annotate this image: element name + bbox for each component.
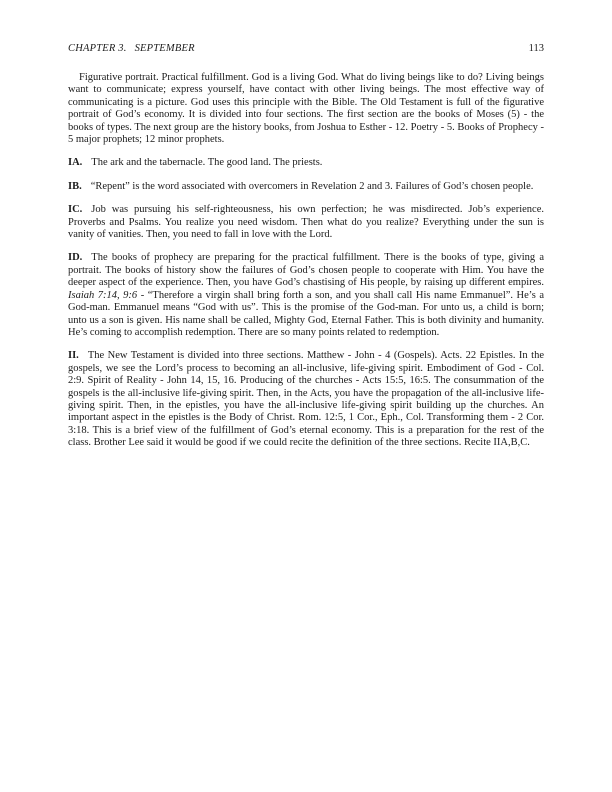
chapter-title: SEPTEMBER	[134, 43, 195, 54]
section-ic-label: IC.	[68, 204, 83, 216]
section-ia-label: IA.	[68, 157, 83, 169]
section-id-label: ID.	[68, 252, 83, 264]
section-id	[68, 252, 544, 339]
section-ib-text: “Repent” is the word associated with overcomers in Revelation 2 and 3. Failures of God’s chosen people.	[90, 180, 534, 192]
section-ic-text: Job was pursuing his self-righteousness, his own perfection; he was misdirected. Job’s experience. Proverbs and Psalms. You realize you need wisdom. Then what do you realize? Everything under the sun is vanity of vanities. Then, you need to fall in love with the Lord.	[68, 204, 544, 241]
section-ib	[68, 181, 544, 193]
intro-paragraph-text: Figurative portrait. Practical fulfillment. God is a living God. What do living beings like to do? Living beings want to communicate; express yourself, have contact with other living beings. The most effective way of communicating is a picture. God uses this principle with the Bible. The Old Testament is full of the figurative portrait of God’s economy. It is divided into four sections. The first section are the books of Moses (5) - the books of types. The next group are the history books, from Joshua to Esther - 12. Poetry - 5. Books of Prophecy - 5 major prophets; 12 minor prophets.	[68, 72, 544, 146]
page-number: 113	[528, 43, 544, 54]
scripture-citation: Isaiah 7:14, 9:6	[68, 289, 138, 301]
section-ii-text: The New Testament is divided into three sections. Matthew - John - 4 (Gospels). Acts. 22 Epistles. In the gospels, we see the Lord’s process to becoming an all-inclusive, life-giving spirit. Embodiment of God - Col. 2:9. Spirit of Reality - John 14, 15, 16. Producing of the churches - Acts 15:5, 16:5. The consummation of the gospels is the all-inclusive life-giving spirit. Then, in the Acts, you have the propagation of the all-inclusive life-giving spirit. Then, in the epistles, you have the all-inclusive life-giving spirit building up the churches. An important aspect in the epistles is the Body of Christ. Rom. 12:5, 1 Cor., Eph., Col. Transforming them - 2 Cor. 3:18. This is a brief view of the fulfillment of God’s eternal economy. This is a preparation for the rest of the class. Brother Lee said it would be good if we could recite the definition of the three sections. Recite IIA,B,C.	[68, 350, 544, 449]
section-id-text-before: The books of prophecy are preparing for the practical fulfillment. There is the books of type, giving a portrait. The books of history show the failures of God’s chosen people to cooperate with Him. You have the deeper aspect of the experience. Then, you have God’s chastising of His people, by raising up different empires.	[68, 252, 544, 289]
section-ic	[68, 204, 544, 241]
section-ia	[68, 157, 544, 169]
section-ii	[68, 350, 544, 449]
section-ia-text: The ark and the tabernacle. The good land. The priests.	[91, 157, 323, 169]
page-header	[68, 42, 544, 55]
body-text	[68, 72, 544, 450]
section-id-text-after: - “Therefore a virgin shall bring forth a son, and you shall call His name Emmanuel”. He’s a God-man. Emmanuel means “God with us”. This is the promise of the God-man. For unto us, a child is born; unto us a son is given. His name shall be called, Mighty God, Eternal Father. This is both divinity and humanity. He’s coming to accomplish redemption. There are so many points related to redemption.	[68, 289, 544, 338]
text-block	[68, 42, 544, 461]
chapter-label: CHAPTER 3.	[68, 43, 127, 54]
section-ii-label: II.	[68, 350, 79, 362]
running-head	[68, 42, 195, 55]
intro-paragraph	[68, 72, 544, 146]
section-ib-label: IB.	[68, 180, 82, 192]
